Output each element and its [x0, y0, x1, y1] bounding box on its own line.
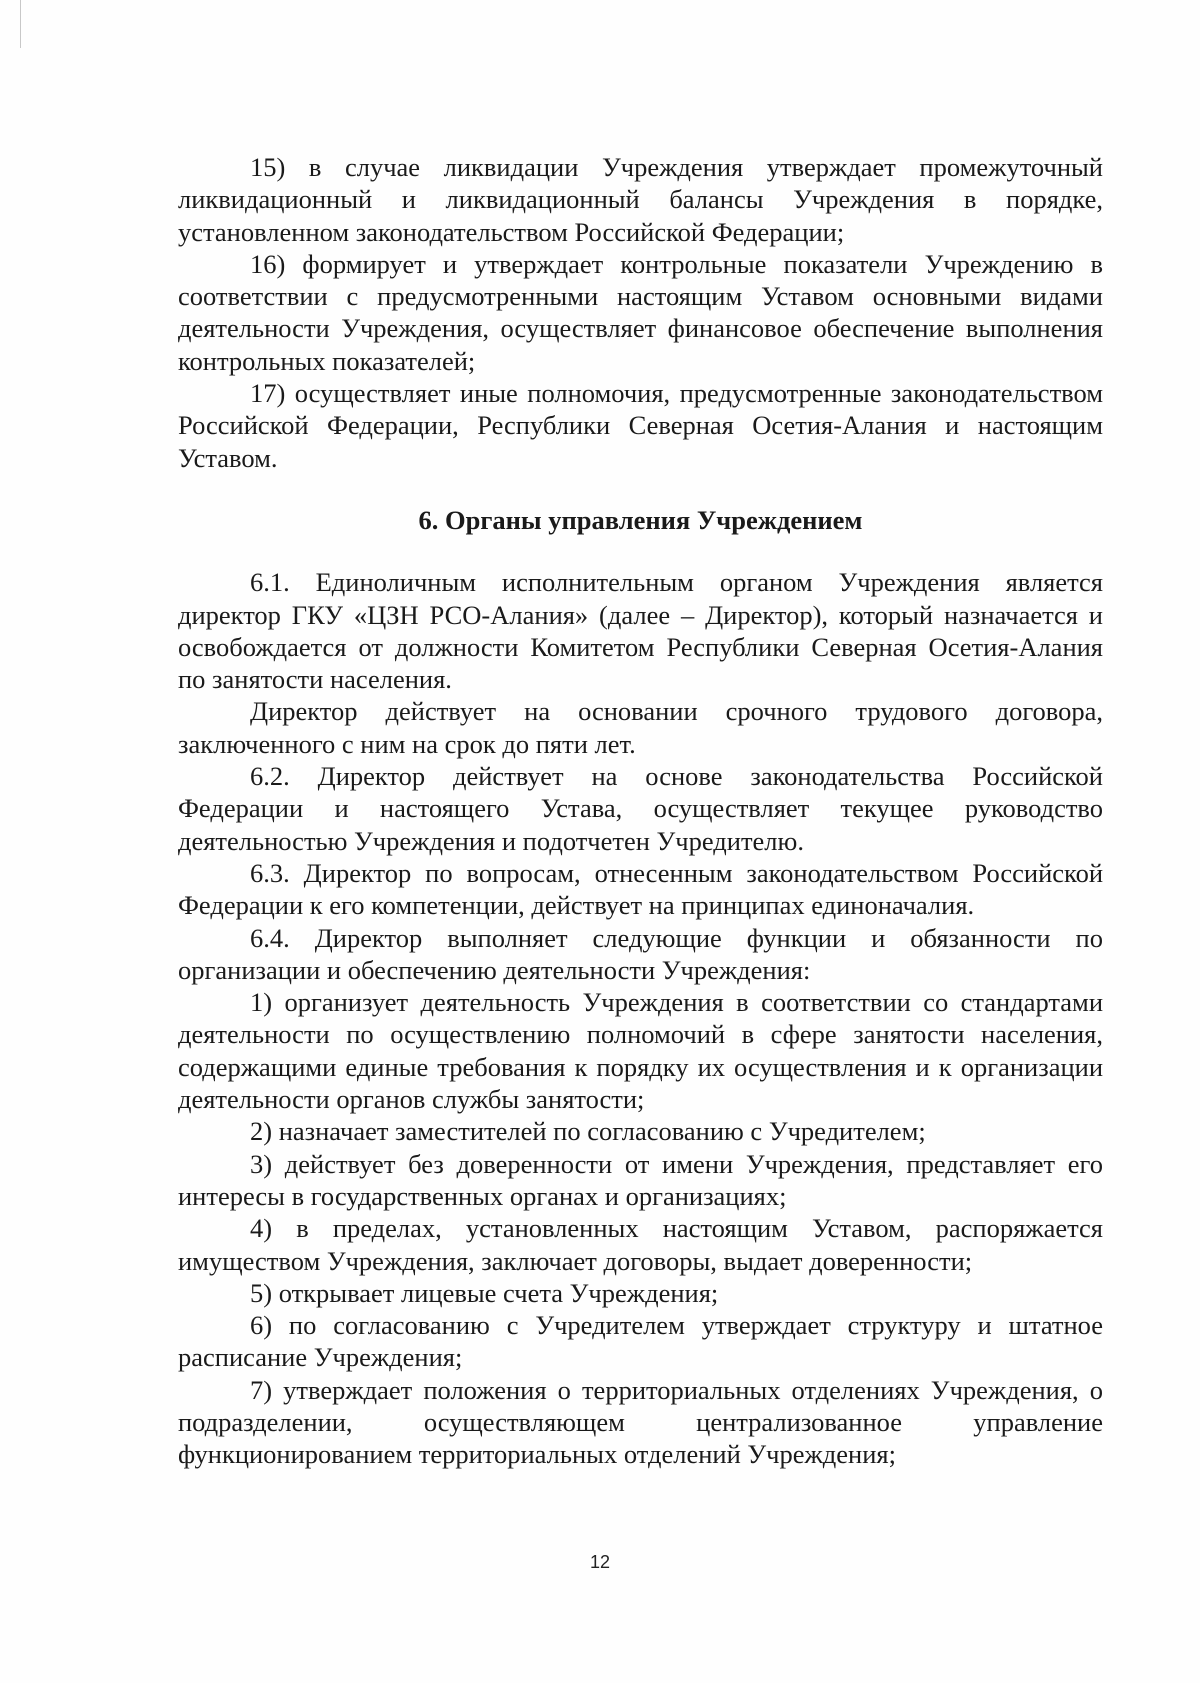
list-item-3: 3) действует без доверенности от имени Учреждения, представляет его интересы в государственных органах и организациях; [178, 1148, 1103, 1211]
paragraph-6-2: 6.2. Директор действует на основе законодательства Российской Федерации и настоящего Устава, осуществляет текущее руководство деятельностью Учреждения и подотчетен Учредителю. [178, 761, 1103, 856]
paragraph-6-3: 6.3. Директор по вопросам, отнесенным законодательством Российской Федерации к его компетенции, действует на принципах единоначалия. [178, 857, 1103, 921]
paragraph-item-17: 17) осуществляет иные полномочия, предусмотренные законодательством Российской Федерации, Республики Северная Осетия-Алания и настоящим Уставом. [178, 378, 1103, 473]
list-item-5: 5) открывает лицевые счета Учреждения; [250, 1277, 719, 1308]
list-item-6: 6) по согласованию с Учредителем утверждает структуру и штатное расписание Учреждения; [178, 1310, 1103, 1373]
list-item-7: 7) утверждает положения о территориальных отделениях Учреждения, о подразделении, осуществляющем централизованное управление функционированием территориальных отделений Учреждения; [178, 1374, 1103, 1470]
paragraph-item-15: 15) в случае ликвидации Учреждения утверждает промежуточный ликвидационный и ликвидационный балансы Учреждения в порядке, установленном законодательством Российской Федерации; [178, 152, 1103, 247]
list-item-4: 4) в пределах, установленных настоящим Уставом, распоряжается имуществом Учреждения, заключает договоры, выдает доверенности; [178, 1213, 1103, 1276]
paragraph-6-4: 6.4. Директор выполняет следующие функции и обязанности по организации и обеспечению деятельности Учреждения: [178, 922, 1103, 985]
paragraph-item-16: 16) формирует и утверждает контрольные показатели Учреждению в соответствии с предусмотренными настоящим Уставом основными видами деятельности Учреждения, осуществляет финансовое обеспечение выполнения контрольных показателей; [178, 248, 1103, 376]
section-heading: 6. Органы управления Учреждением [418, 504, 863, 535]
paragraph-director-contract: Директор действует на основании срочного трудового договора, заключенного с ним на срок до пяти лет. [178, 696, 1103, 759]
scan-edge-mark [20, 0, 21, 48]
document-body [178, 151, 1103, 1471]
list-item-1: 1) организует деятельность Учреждения в соответствии со стандартами деятельности по осуществлению полномочий в сфере занятости населения, содержащими единые требования к порядку их осуществления и к организации деятельности органов службы занятости; [178, 987, 1103, 1115]
list-item-2: 2) назначает заместителей по согласованию с Учредителем; [250, 1116, 926, 1147]
page-number: 12 [589, 1552, 611, 1572]
paragraph-6-1: 6.1. Единоличным исполнительным органом Учреждения является директор ГКУ «ЦЗН РСО-Алания» (далее – Директор), который назначается и освобождается от должности Комитетом Республики Северная Осетия-Алания по занятости населения. [178, 567, 1103, 695]
